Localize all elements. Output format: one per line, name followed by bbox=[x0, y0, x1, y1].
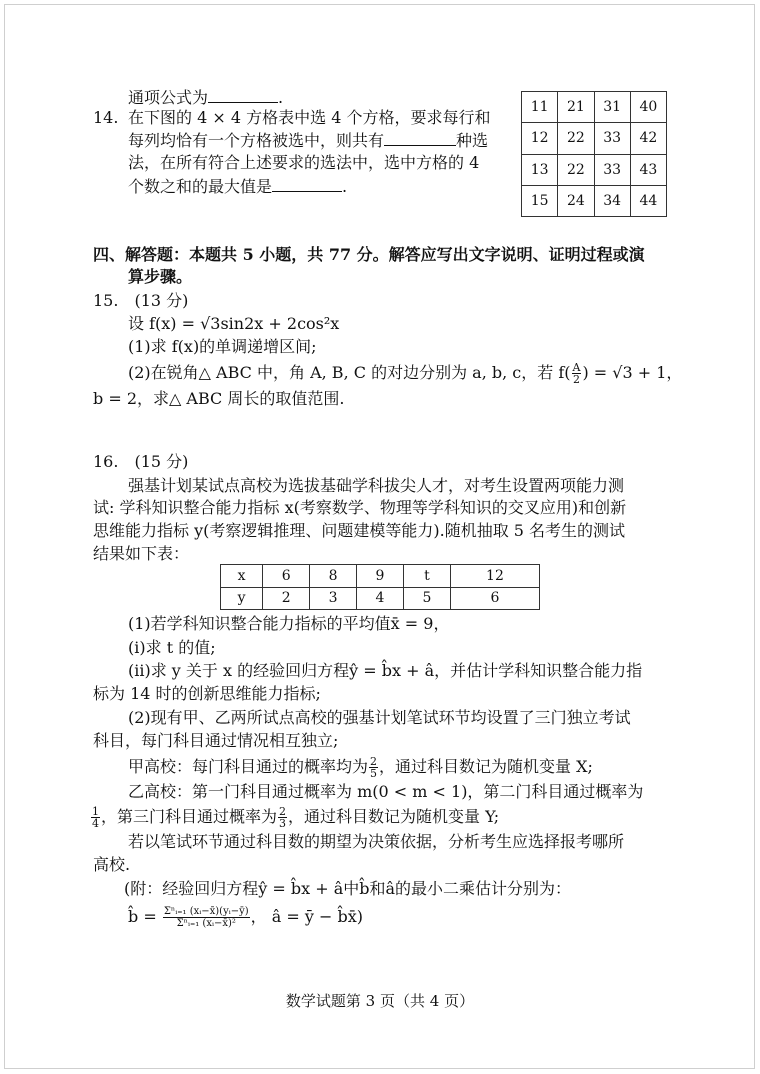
grid-row bbox=[522, 92, 667, 123]
q14-line2 bbox=[128, 129, 488, 152]
grid-cell: 33 bbox=[594, 154, 630, 185]
q16-s7b: ，通过科目数记为随机变量 X; bbox=[379, 757, 593, 776]
grid-cell: 43 bbox=[630, 154, 666, 185]
grid-cell: 42 bbox=[630, 123, 666, 154]
xy-table-cell: x bbox=[221, 565, 263, 588]
section4-line1: 四、解答题：本题共 5 小题，共 77 分。解答应写出文字说明、证明过程或演 bbox=[93, 245, 645, 264]
grid-row bbox=[522, 154, 667, 185]
frac-num: 2 bbox=[279, 805, 287, 818]
q16-s7 bbox=[128, 756, 593, 779]
formula-den: Σⁿᵢ₌₁ (xᵢ−x̄)² bbox=[176, 918, 236, 929]
grid-row bbox=[522, 185, 667, 216]
grid-cell: 15 bbox=[522, 185, 558, 216]
fraction-a-over-2 bbox=[572, 362, 582, 385]
q15-line4: b = 2，求△ ABC 周长的取值范围. bbox=[93, 389, 345, 408]
q16-s9b: ，通过科目数记为随机变量 Y; bbox=[288, 807, 500, 826]
grid-cell: 22 bbox=[558, 154, 594, 185]
section4-line2: 算步骤。 bbox=[128, 267, 193, 286]
xy-table-cell: 5 bbox=[403, 587, 450, 610]
q15-header: 15. (13 分) bbox=[93, 291, 189, 310]
frac-num: 2 bbox=[370, 755, 378, 768]
grid-cell: 13 bbox=[522, 154, 558, 185]
q16-p3: 思维能力指标 y(考察逻辑推理、问题建模等能力).随机抽取 5 名考生的测试 bbox=[93, 521, 626, 540]
q16-p2: 试: 学科知识整合能力指标 x(考察数学、物理等学科知识的交叉应用)和创新 bbox=[93, 498, 627, 517]
xy-table-cell: 3 bbox=[310, 587, 357, 610]
xy-table-cell: y bbox=[221, 587, 263, 610]
frac-den: 3 bbox=[279, 817, 287, 830]
fraction-1-4 bbox=[91, 806, 100, 829]
q16-s5: (2)现有甲、乙两所试点高校的强基计划笔试环节均设置了三门独立考试 bbox=[128, 708, 631, 727]
q13-blank bbox=[208, 86, 278, 103]
q16-s6: 科目，每门科目通过情况相互独立; bbox=[93, 731, 339, 750]
formula-fraction bbox=[163, 906, 250, 929]
frac-num: 1 bbox=[92, 805, 99, 818]
q16-p1: 强基计划某试点高校为选拔基础学科拔尖人才，对考生设置两项能力测 bbox=[128, 476, 625, 495]
frac-den: 2 bbox=[572, 373, 580, 386]
q15-line2: (1)求 f(x)的单调递增区间; bbox=[128, 337, 317, 356]
grid-cell: 12 bbox=[522, 123, 558, 154]
xy-table-cell: 4 bbox=[357, 587, 404, 610]
xy-table-cell: 6 bbox=[263, 565, 310, 588]
q16-p4: 结果如下表： bbox=[93, 544, 190, 563]
frac-den: 4 bbox=[92, 817, 99, 830]
q16-s8: 乙高校：第一门科目通过概率为 m(0 < m < 1)，第二门科目通过概率为 bbox=[128, 782, 644, 801]
q16-s7a: 甲高校：每门科目通过的概率均为 bbox=[128, 757, 369, 776]
grid-cell: 22 bbox=[558, 123, 594, 154]
q16-s9a: ，第三门科目通过概率为 bbox=[101, 807, 278, 826]
fraction-2-5 bbox=[369, 756, 378, 779]
q15-line3 bbox=[128, 362, 682, 385]
q16-s4: 标为 14 时的创新思维能力指标; bbox=[93, 684, 321, 703]
q16-s13 bbox=[128, 906, 363, 929]
grid-cell: 31 bbox=[594, 92, 630, 123]
q13-text: 通项公式为 bbox=[128, 88, 209, 107]
q14-number: 14. bbox=[93, 108, 119, 127]
grid-cell: 34 bbox=[594, 185, 630, 216]
xy-table-row bbox=[221, 587, 540, 610]
q14-line2b: 种选 bbox=[456, 131, 489, 150]
q14-line3: 法，在所有符合上述要求的选法中，选中方格的 4 bbox=[128, 153, 480, 172]
q13-tail bbox=[128, 86, 283, 109]
formula-lhs: b̂ = bbox=[128, 907, 157, 926]
xy-table-row bbox=[221, 565, 540, 588]
grid-cell: 21 bbox=[558, 92, 594, 123]
q16-s10: 若以笔试环节通过科目数的期望为决策依据，分析考生应选择报考哪所 bbox=[128, 832, 625, 851]
number-grid-4x4 bbox=[521, 91, 667, 217]
q14-line4b: . bbox=[342, 177, 348, 196]
xy-table-cell: 9 bbox=[357, 565, 404, 588]
xy-table-cell: 8 bbox=[310, 565, 357, 588]
q14-line2a: 每列均恰有一个方格被选中，则共有 bbox=[128, 131, 385, 150]
fraction-2-3 bbox=[278, 806, 287, 829]
q14-blank2 bbox=[272, 175, 342, 192]
q16-s1: (1)若学科知识整合能力指标的平均值x̄ = 9， bbox=[128, 614, 450, 633]
q16-header: 16. (15 分) bbox=[93, 452, 189, 471]
q16-s2: (i)求 t 的值; bbox=[128, 638, 216, 657]
q14-line4a: 个数之和的最大值是 bbox=[128, 177, 273, 196]
xy-table-cell: 2 bbox=[263, 587, 310, 610]
q15-line3a: (2)在锐角△ ABC 中，角 A, B, C 的对边分别为 a, b, c，若 f( bbox=[128, 363, 571, 382]
xy-data-table bbox=[220, 564, 540, 610]
grid-cell: 11 bbox=[522, 92, 558, 123]
xy-table-cell: 6 bbox=[450, 587, 539, 610]
formula-rhs: ， â = ȳ − b̂x̄) bbox=[250, 907, 364, 926]
q16-s11: 高校. bbox=[93, 855, 131, 874]
grid-cell: 40 bbox=[630, 92, 666, 123]
q13-end: . bbox=[278, 88, 284, 107]
frac-num: A bbox=[572, 361, 581, 374]
q14-line1: 在下图的 4 × 4 方格表中选 4 个方格，要求每行和 bbox=[128, 108, 491, 127]
grid-cell: 33 bbox=[594, 123, 630, 154]
q15-line1: 设 f(x) = √3sin2x + 2cos²x bbox=[128, 314, 340, 333]
grid-row bbox=[522, 123, 667, 154]
q15-line3b: ) = √3 + 1， bbox=[582, 363, 683, 382]
q16-s9 bbox=[90, 806, 499, 829]
page-footer: 数学试题第 3 页（共 4 页） bbox=[285, 992, 475, 1010]
formula-num: Σⁿᵢ₌₁ (xᵢ−x̄)(yᵢ−ȳ) bbox=[163, 906, 249, 917]
q14-blank1 bbox=[384, 129, 456, 146]
q16-s3: (ii)求 y 关于 x 的经验回归方程ŷ = b̂x + â，并估计学科知识整合能力指 bbox=[128, 661, 643, 680]
xy-table-cell: 12 bbox=[450, 565, 539, 588]
grid-cell: 24 bbox=[558, 185, 594, 216]
q14-line4 bbox=[128, 175, 347, 198]
frac-den: 5 bbox=[370, 767, 378, 780]
q16-s12: (附：经验回归方程ŷ = b̂x + â中b̂和â的最小二乘估计分别为： bbox=[124, 879, 572, 898]
grid-cell: 44 bbox=[630, 185, 666, 216]
xy-table-cell: t bbox=[403, 565, 450, 588]
